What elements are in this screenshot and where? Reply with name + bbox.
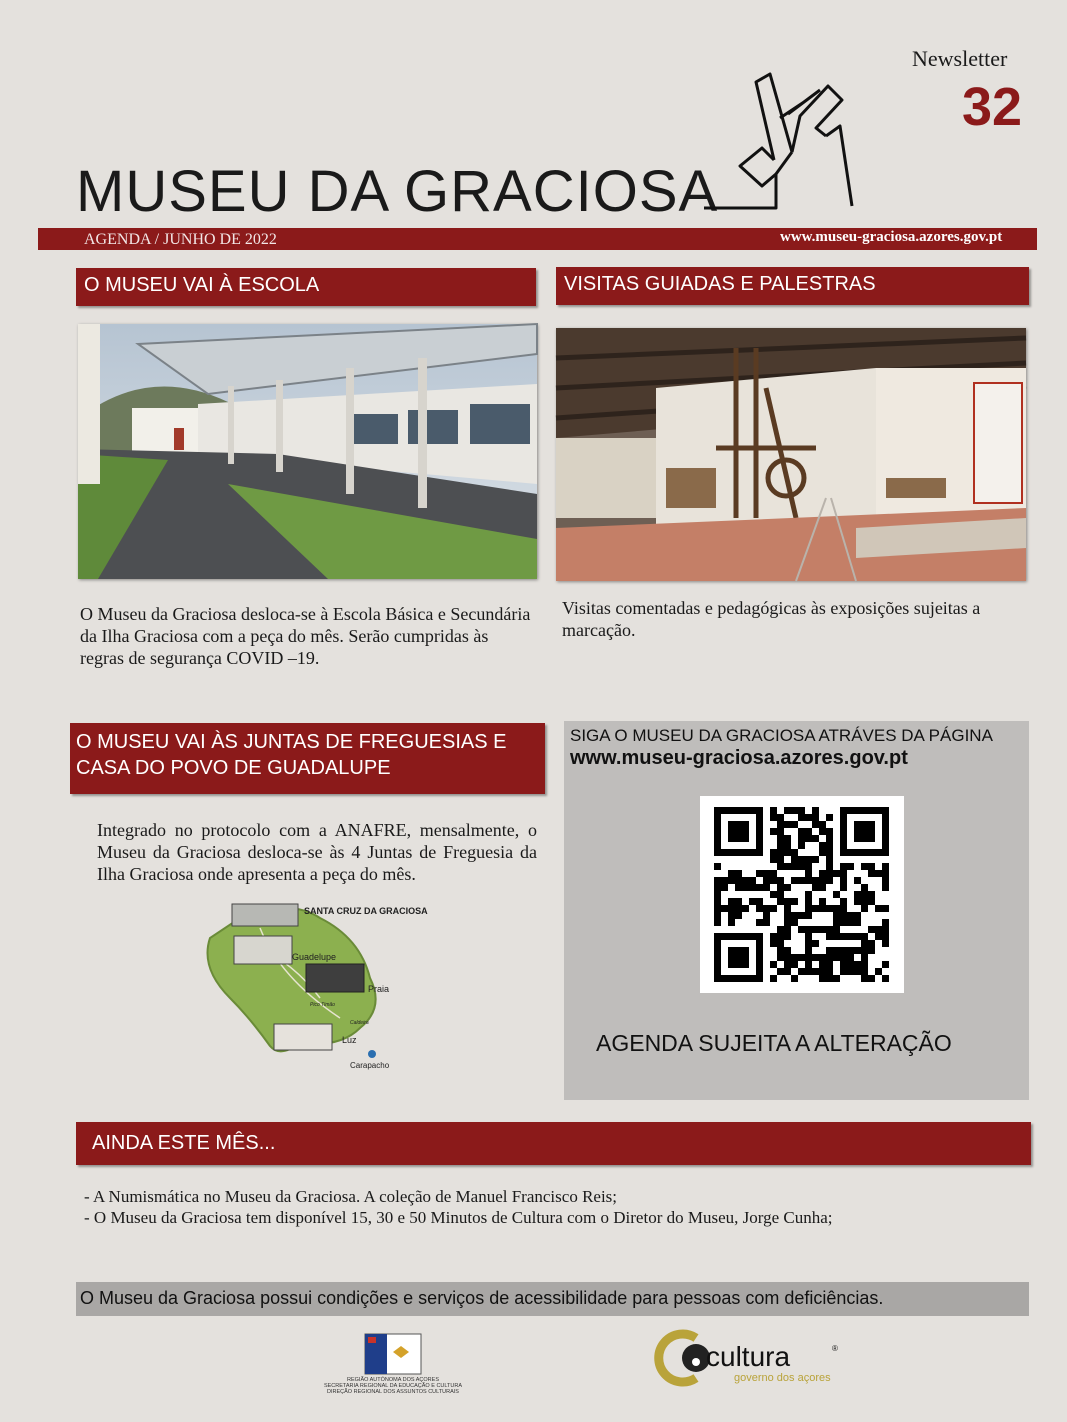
visitas-heading: VISITAS GUIADAS E PALESTRAS (556, 267, 1029, 305)
map-label-carapacho: Carapacho (350, 1061, 390, 1070)
map-label-luz: Luz (342, 1035, 357, 1045)
cultura-wordmark: cultura (706, 1341, 791, 1372)
graciosa-island-map (200, 898, 428, 1070)
qr-code-panel[interactable] (700, 796, 904, 993)
map-label-praia: Praia (368, 984, 390, 994)
ainda-list (84, 1186, 833, 1228)
map-label-guadelupe: Guadelupe (292, 952, 337, 962)
banner-agenda-date: AGENDA / JUNHO DE 2022 (84, 231, 277, 248)
juntas-heading: O MUSEU VAI ÀS JUNTAS DE FREGUESIAS E CASA DO POVO DE GUADALUPE (70, 723, 545, 794)
newsletter-label: Newsletter (912, 46, 1008, 71)
azores-flag-icon (365, 1334, 421, 1374)
masthead-title: MUSEU DA GRACIOSA (76, 159, 719, 224)
juntas-text: Integrado no protocolo com a ANAFRE, mensalmente, o Museu da Graciosa desloca-se às 4 Juntas de Freguesia da Ilha Graciosa onde apresenta a peça do mês. (97, 820, 537, 884)
accessibility-text: O Museu da Graciosa possui condições e serviços de acessibilidade para pessoas com deficiências. (80, 1288, 884, 1308)
schedule-change-notice: AGENDA SUJEITA A ALTERAÇÃO (596, 1030, 952, 1056)
museum-exhibition-photo (556, 328, 1026, 581)
escola-heading: O MUSEU VAI À ESCOLA (76, 268, 536, 306)
map-label-santa-cruz: SANTA CRUZ DA GRACIOSA (304, 906, 428, 916)
list-item: - O Museu da Graciosa tem disponível 15, 30 e 50 Minutos de Cultura com o Diretor do Museu, Jorge Cunha; (84, 1208, 833, 1227)
follow-text: SIGA O MUSEU DA GRACIOSA ATRÁVES DA PÁGINA (570, 726, 993, 745)
escola-text: O Museu da Graciosa desloca-se à Escola Básica e Secundária da Ilha Graciosa com a peça do mês. Serão cumpridas às regras de segurança COVID –19. (80, 604, 531, 668)
flag-caption: REGIÃO AUTÓNOMA DOS AÇORES SECRETARIA REGIONAL DA EDUCAÇÃO E CULTURA DIREÇÃO REGIONAL DOS ASSUNTOS CULTURAIS (323, 1377, 463, 1395)
follow-url-link[interactable]: www.museu-graciosa.azores.gov.pt (570, 747, 908, 769)
qr-code-icon (700, 796, 904, 993)
cultura-subtitle: governo dos açores (734, 1372, 831, 1384)
school-courtyard-photo (78, 324, 537, 579)
list-item: - A Numismática no Museu da Graciosa. A coleção de Manuel Francisco Reis; (84, 1187, 618, 1206)
map-label-caldeira: Caldeira (350, 1020, 369, 1026)
map-label-pico-timao: Pico Timão (310, 1002, 335, 1008)
banner-website-link[interactable]: www.museu-graciosa.azores.gov.pt (780, 229, 1003, 245)
issue-number: 32 (962, 77, 1023, 137)
ainda-heading: AINDA ESTE MÊS... (76, 1122, 1031, 1165)
cultura-logo-icon (656, 1330, 712, 1386)
registered-mark: ® (832, 1344, 838, 1353)
windmill-logo-icon (700, 56, 860, 216)
visitas-text: Visitas comentadas e pedagógicas às exposições sujeitas a marcação. (562, 598, 981, 640)
